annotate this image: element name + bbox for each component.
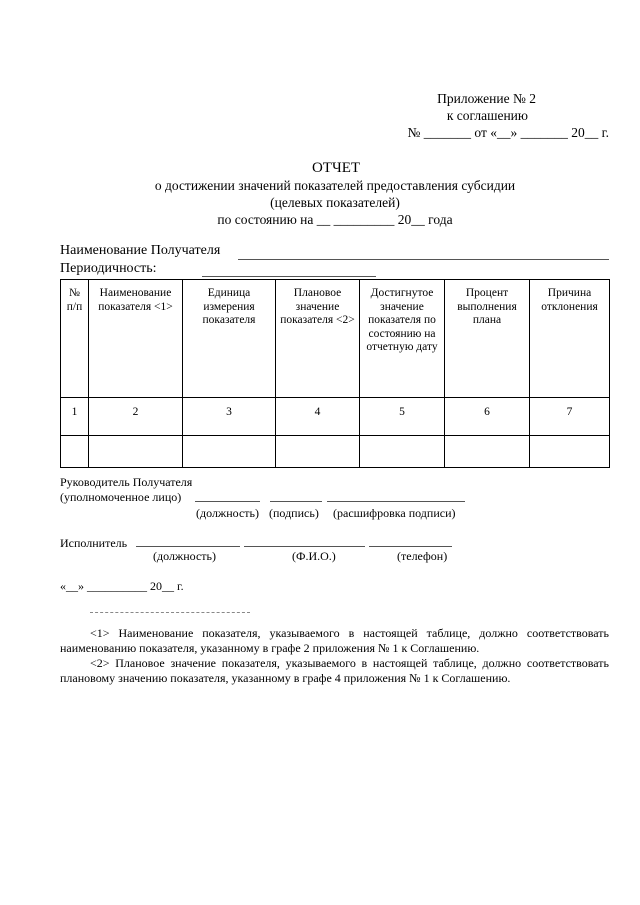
position-field[interactable] [195,501,260,502]
decoding-field[interactable] [327,501,465,502]
column-number: 1 [61,398,89,436]
header-cell: Плановое значение показателя <2> [276,280,360,398]
header-cell: № п/п [61,280,89,398]
executor-phone-caption: (телефон) [397,549,448,563]
position-caption: (должность) [196,506,259,520]
executor-phone-field[interactable] [369,546,452,547]
table-cell[interactable] [360,436,445,468]
footnotes [60,626,609,686]
executor-label: Исполнитель [60,536,128,550]
table-cell[interactable] [276,436,360,468]
column-number: 5 [360,398,445,436]
footnote-1: <1> Наименование показателя, указываемого в настоящей таблице, должно соответствовать наименованию показателя, указанному в графе 2 приложения № 1 к Соглашению. [60,626,609,655]
header-cell: Наименование показателя <1> [89,280,183,398]
executor-fio-field[interactable] [244,546,365,547]
table-cell[interactable] [61,436,89,468]
annex-title: Приложение № 2 [437,91,536,106]
executor-position-field[interactable] [136,546,240,547]
table-cell[interactable] [445,436,530,468]
table-cell[interactable] [183,436,276,468]
periodicity-field[interactable] [202,276,376,277]
annex-agreement-number: № _______ от «__» _______ 20__ г. [407,125,609,140]
report-subject-note: (целевых показателей) [270,195,400,210]
header-cell: Процент выполнения плана [445,280,530,398]
header-cell: Единица измерения показателя [183,280,276,398]
head-authorized-label: (уполномоченное лицо) [60,490,182,504]
table-cell[interactable] [530,436,610,468]
footnote-separator [90,612,250,613]
table-cell[interactable] [89,436,183,468]
date-line: «__» __________ 20__ г. [60,579,184,593]
column-number: 7 [530,398,610,436]
report-date-line: по состоянию на __ _________ 20__ года [217,212,453,227]
table-row [61,436,610,468]
executor-position-caption: (должность) [153,549,216,563]
executor-fio-caption: (Ф.И.О.) [292,549,336,563]
signature-caption: (подпись) [269,506,319,520]
table-header-row [61,280,610,398]
recipient-field[interactable] [238,259,609,260]
recipient-label: Наименование Получателя [60,243,221,258]
column-number: 3 [183,398,276,436]
periodicity-label: Периодичность: [60,261,157,276]
report-title: ОТЧЕТ [311,160,361,176]
column-number: 4 [276,398,360,436]
signature-field[interactable] [270,501,322,502]
header-cell: Достигнутое значение показателя по состоянию на отчетную дату [360,280,445,398]
decoding-caption: (расшифровка подписи) [333,506,456,520]
report-subject: о достижении значений показателей предоставления субсидии [154,178,516,193]
table-numbering-row [61,398,610,436]
column-number: 2 [89,398,183,436]
annex-subtitle: к соглашению [446,108,528,123]
column-number: 6 [445,398,530,436]
head-label: Руководитель Получателя [60,475,193,489]
report-table [60,279,610,468]
header-cell: Причина отклонения [530,280,610,398]
footnote-2: <2> Плановое значение показателя, указываемого в настоящей таблице, должно соответствовать плановому значению показателя, указанному в графе 4 приложения № 1 к Соглашению. [60,656,609,685]
